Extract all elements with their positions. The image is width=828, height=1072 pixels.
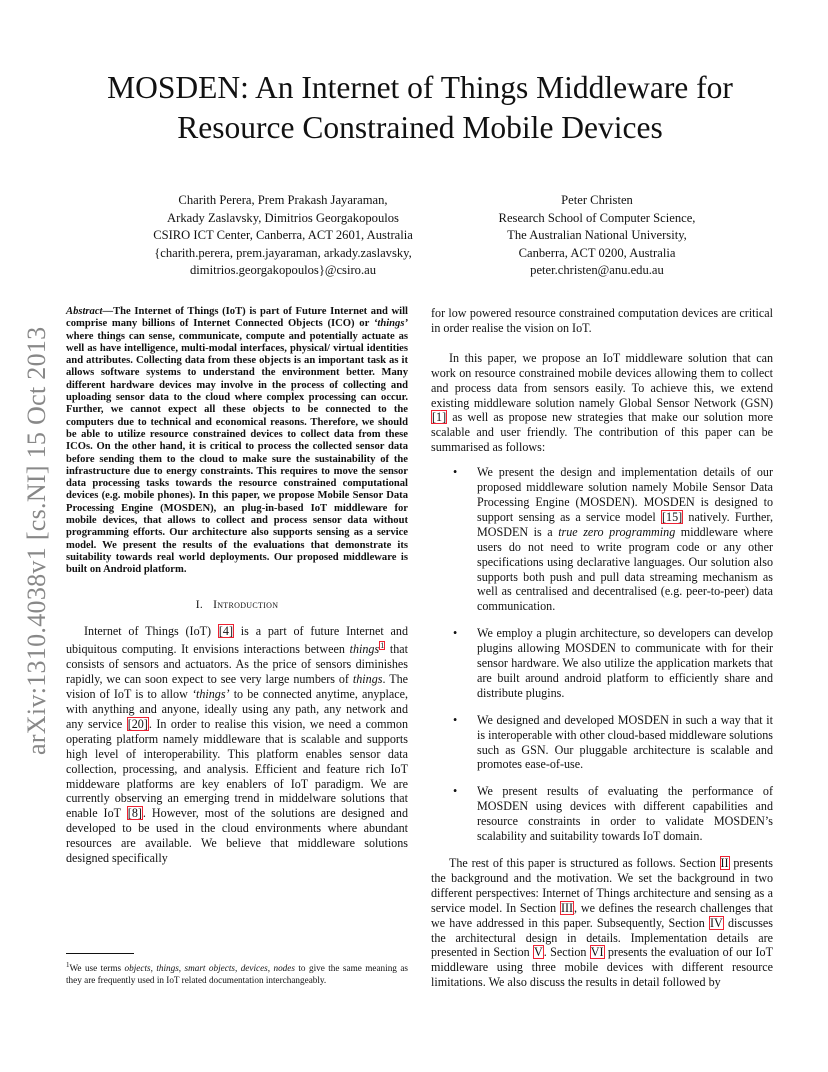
text: The rest of this paper is structured as follows. Section xyxy=(449,856,720,870)
text-things: ‘things’ xyxy=(191,687,230,702)
text: as well as propose new strategies that make our solution more scalable and user friendly. The contribution of this paper can be summarised as follows: xyxy=(431,410,773,455)
paper-title xyxy=(60,68,780,148)
section-link[interactable]: III xyxy=(560,900,574,915)
bullet: • xyxy=(453,465,458,480)
text: discusses the architectural design in details. Implementation details are presented in Section xyxy=(431,915,773,960)
bullet: • xyxy=(453,626,458,641)
text: We designed and developed MOSDEN in such a way that it is interoperable with other cloud-based middleware solutions such as GSN. Our pluggable architecture is scalable and promotes ease-of-use. xyxy=(477,712,773,772)
continued-paragraph: for low powered resource constrained computation devices are critical in order realise the vision on IoT. xyxy=(431,306,773,335)
footnote-link[interactable]: 1 xyxy=(380,641,385,651)
arxiv-stamp: arXiv:1310.4038v1 [cs.NI] 15 Oct 2013 xyxy=(22,326,51,755)
affiliation-line: Research School of Computer Science, xyxy=(498,210,696,225)
contribution-list xyxy=(431,465,773,844)
section-heading-introduction xyxy=(66,598,408,613)
text: We present results of evaluating the performance of MOSDEN using devices with different capabilities and resource constraints in order to validate MOSDEN’s scalability and suitability towards IoT domain. xyxy=(477,784,773,844)
author-line: Arkady Zaslavsky, Dimitrios Georgakopoulos xyxy=(167,210,399,225)
bullet: • xyxy=(453,712,458,727)
footnote-divider xyxy=(66,953,134,954)
title-line-2: Resource Constrained Mobile Devices xyxy=(177,110,663,145)
text-things: things xyxy=(352,672,383,687)
list-item xyxy=(431,784,773,844)
section-link[interactable]: IV xyxy=(710,915,723,930)
left-column xyxy=(66,306,408,866)
text: is a part of future Internet and ubiquitous computing. It envisions interactions between xyxy=(66,624,408,657)
text: to give the same meaning as they are frequently used in IoT related documentation interchangeably. xyxy=(66,963,409,986)
affiliation-line: CSIRO ICT Center, Canberra, ACT 2601, Australia xyxy=(153,228,413,243)
author-line: Peter Christen xyxy=(561,193,633,207)
text: to be connected anytime, anyplace, with anything and anyone, ideally using any path, any network and any service xyxy=(66,687,408,731)
abstract-dash: — xyxy=(102,306,114,317)
text: In this paper, we propose an IoT middleware solution that can work on resource constrained mobile devices allowing them to collect and process data from sensors easily. To achieve this, we extend existing middleware solution namely Global Sensor Network (GSN) xyxy=(431,350,773,410)
section-link[interactable]: II xyxy=(720,856,729,870)
text: , we defines the research challenges that we have addressed in this paper. Subsequently, Section xyxy=(431,900,773,930)
footnote-mark: 1 xyxy=(66,961,70,969)
section-title: Introduction xyxy=(213,597,279,611)
text: presents the evaluation of our IoT middleware using three mobile devices with different resource limitations. We also discuss the results in detail followed by xyxy=(431,945,773,990)
section-link[interactable]: V xyxy=(534,945,543,960)
text: We employ a plugin architecture, so developers can develop plugins allowing MOSDEN to communicate with for their sensor hardware. We also utilize the application markets that are built around android platform to efficiently share and distribute plugins. xyxy=(477,626,773,700)
list-item xyxy=(431,626,773,701)
author-block-anu xyxy=(460,192,734,280)
citation-link[interactable]: [15] xyxy=(662,509,683,524)
paragraph-gap xyxy=(431,336,773,351)
text-things: things xyxy=(349,642,380,657)
title-line-1: MOSDEN: An Internet of Things Middleware for xyxy=(107,70,733,105)
abstract-label: Abstract xyxy=(66,306,103,317)
text: that consists of sensors and actuators. As the price of sensors diminishes rapidly, we can soon expect to see very large numbers of xyxy=(66,642,408,687)
text: Internet of Things (IoT) xyxy=(84,624,218,639)
affiliation-line: The Australian National University, xyxy=(507,228,687,243)
structure-paragraph xyxy=(431,856,773,990)
citation-link[interactable]: [4] xyxy=(218,624,233,639)
abstract-things: ‘things’ xyxy=(373,318,408,330)
text: . Section xyxy=(543,945,590,960)
text: . However, most of the solutions are designed and developed to be used in the cloud environments where abundant resources are available. We believe that middleware solutions designed specifically xyxy=(66,806,408,866)
author-line: Charith Perera, Prem Prakash Jayaraman, xyxy=(178,193,388,207)
email-line: dimitrios.georgakopoulos}@csiro.au xyxy=(189,263,376,278)
section-link[interactable]: VI xyxy=(590,945,604,960)
text: . In order to realise this vision, we need a common operating platform namely middleware that is scalable and supports high level of interoperability. This platform enables sensor data collection, processing, and analysis. Efficient and feature rich IoT middeware platforms are key enablers of IoT paradigm. We are currently observing an emerging trend in middelware solutions that enable IoT xyxy=(66,716,408,821)
email-line: peter.christen@anu.edu.au xyxy=(530,263,664,278)
author-block-csiro xyxy=(120,192,446,280)
right-column xyxy=(431,306,773,990)
citation-link[interactable]: [1] xyxy=(432,410,447,425)
citation-link[interactable]: [8] xyxy=(127,806,142,821)
email-line: {charith.perera, prem.jayaraman, arkady.zaslavsky, xyxy=(154,245,412,260)
footnote-terms: objects, things, smart objects, devices, nodes xyxy=(124,963,295,974)
text: . The vision of IoT is to allow xyxy=(66,672,408,702)
abstract-text: where things can sense, communicate, compute and potentially actuate as well as have intelligence, multi-modal interfaces, physical/ virtual identities and attributes. Collecting data from these objects is an important task as it allows software systems to understand the environment better. Many different hardware devices may involve in the process of collecting and uploading sensor data to the cloud where complex processing can occur. Further, we cannot expect all these objects to be connected to the computers due to technical and economical reasons. Therefore, we should be able to utilize resource constrained devices to collect data from these ICOs. On the other hand, it is critical to process the collected sensor data before sending them to the cloud to make sure the sustainability of the infrastructure due to energy constraints. This requires to move the sensor data processing tasks towards the resource constrained computational devices (e.g. mobile phones). In this paper, we propose Mobile Sensor Data Processing Engine (MOSDEN), an plug-in-based IoT middleware for mobile devices, that allows to collect and process sensor data without programming efforts. Our architecture also supports sensing as a service model. We present the results of the evaluations that demonstrate its suitability towards real world deployments. Our proposed middleware is built on Android platform. xyxy=(66,330,408,576)
text: natively. Further, MOSDEN is a xyxy=(477,509,773,539)
text-emphasis: true zero programming xyxy=(558,524,676,539)
citation-link[interactable]: [20] xyxy=(127,716,148,731)
list-item xyxy=(431,465,773,614)
text: middleware where users do not need to write program code or any other specifications using declarative languages. Our solution also supports both push and pull data streaming mechanism as well as centralised and decentralised (e.g. peer-to-peer) data communication. xyxy=(477,524,773,614)
bullet: • xyxy=(453,784,458,799)
text: We use terms xyxy=(69,963,125,974)
section-number: I. xyxy=(195,597,204,611)
proposal-paragraph xyxy=(431,351,773,455)
text: We present the design and implementation details of our proposed middleware solution namely Mobile Sensor Data Processing Engine (MOSDEN). MOSDEN is designed to support sensing as a service model xyxy=(477,465,773,524)
abstract-text: The Internet of Things (IoT) is part of Future Internet and will comprise many billions of Internet Connected Objects (ICO) or xyxy=(66,306,408,330)
text: presents the background and the motivation. We set the background in two different perspectives: Internet of Things architecture and sensing as a service model. In Section xyxy=(431,856,774,915)
footnote xyxy=(66,959,408,986)
affiliation-line: Canberra, ACT 0200, Australia xyxy=(518,245,676,260)
list-item xyxy=(431,713,773,773)
abstract xyxy=(66,306,408,577)
intro-paragraph xyxy=(66,624,408,866)
